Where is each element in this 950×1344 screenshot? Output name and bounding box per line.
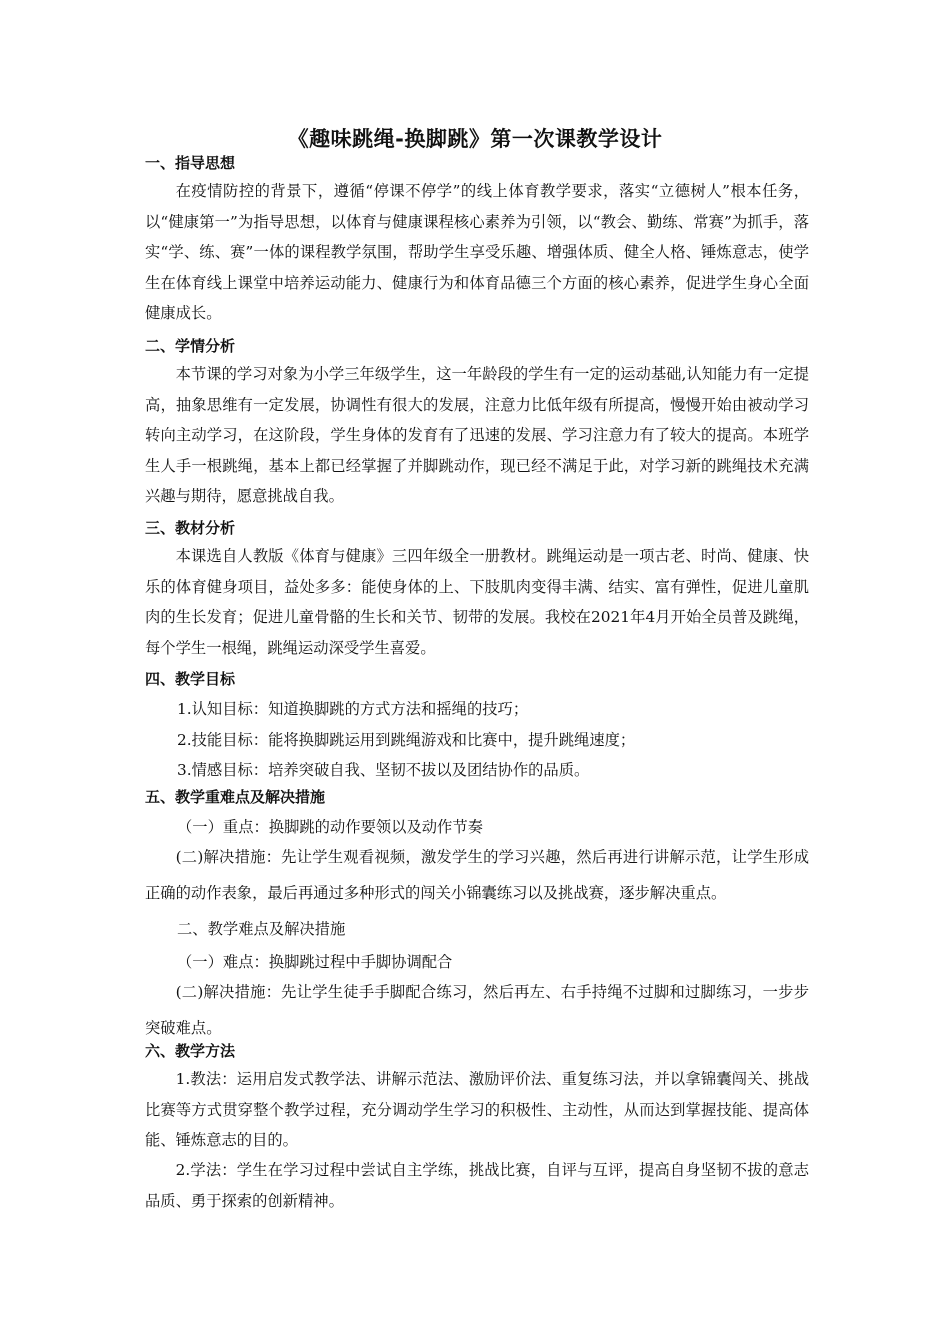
goal-item-skill: 2.技能目标：能将换脚跳运用到跳绳游戏和比赛中，提升跳绳速度； (177, 731, 636, 749)
paragraph-teaching-method: 1.教法：运用启发式教学法、讲解示范法、激励评价法、重复练习法，并以拿锦囊闯关、挑战比赛等方式贯穿整个教学过程，充分调动学生学习的积极性、主动性，从而达到掌握技能、提高体能、锤炼意志的目的。 (145, 1070, 809, 1149)
goal-item-emotional: 3.情感目标：培养突破自我、坚韧不拔以及团结协作的品质。 (177, 761, 590, 779)
difficulty-subheading: 二、教学难点及解决措施 (177, 920, 346, 938)
paragraph-student-analysis: 本节课的学习对象为小学三年级学生，这一年龄段的学生有一定的运动基础,认知能力有一定提高，抽象思维有一定发展，协调性有很大的发展，注意力比低年级有所提高，慢慢开始由被动学习转向主动学习，在这阶段，学生身体的发育有了迅速的发展、学习注意力有了较大的提高。本班学生人手一根跳绳，基本上都已经掌握了并脚跳动作，现已经不满足于此，对学习新的跳绳技术充满兴趣与期待，愿意挑战自我。 (145, 365, 809, 505)
section-heading-student-analysis: 二、学情分析 (145, 337, 236, 355)
section-heading-guiding-ideology: 一、指导思想 (145, 154, 236, 172)
paragraph-material-analysis: 本课选自人教版《体育与健康》三四年级全一册教材。跳绳运动是一项古老、时尚、健康、快乐的体育健身项目，益处多多：能使身体的上、下肢肌肉变得丰满、结实、富有弹性，促进儿童肌肉的生长发育；促进儿童骨骼的生长和关节、韧带的发展。我校在2021年4月开始全员普及跳绳，每个学生一根绳，跳绳运动深受学生喜爱。 (145, 547, 809, 657)
key-point-text: （一）重点：换脚跳的动作要领以及动作节奏 (177, 818, 483, 836)
document-title: 《趣味跳绳-换脚跳》第一次课教学设计 (287, 127, 663, 151)
section-heading-key-difficult-points: 五、教学重难点及解决措施 (145, 788, 326, 806)
section-heading-material-analysis: 三、教材分析 (145, 519, 236, 537)
key-point-solution: (二)解决措施：先让学生观看视频，激发学生的学习兴趣，然后再进行讲解示范，让学生形成正确的动作表象，最后再通过多种形式的闯关小锦囊练习以及挑战赛，逐步解决重点。 (145, 848, 809, 902)
difficulty-solution: (二)解决措施：先让学生徒手手脚配合练习，然后再左、右手持绳不过脚和过脚练习，一步步突破难点。 (145, 983, 809, 1037)
section-heading-teaching-methods: 六、教学方法 (145, 1042, 236, 1060)
difficulty-point-text: （一）难点：换脚跳过程中手脚协调配合 (177, 953, 453, 971)
paragraph-guiding-ideology: 在疫情防控的背景下，遵循“停课不停学”的线上体育教学要求，落实“立德树人”根本任务，以“健康第一”为指导思想，以体育与健康课程核心素养为引领，以“教会、勤练、常赛”为抓手，落实“学、练、赛”一体的课程教学氛围，帮助学生享受乐趣、增强体质、健全人格、锤炼意志，使学生在体育线上课堂中培养运动能力、健康行为和体育品德三个方面的核心素养，促进学生身心全面健康成长。 (145, 182, 809, 322)
section-heading-teaching-goals: 四、教学目标 (145, 670, 236, 688)
goal-item-cognitive: 1.认知目标：知道换脚跳的方式方法和摇绳的技巧； (177, 700, 529, 718)
paragraph-learning-method: 2.学法：学生在学习过程中尝试自主学练，挑战比赛，自评与互评，提高自身坚韧不拔的意志品质、勇于探索的创新精神。 (145, 1161, 809, 1210)
